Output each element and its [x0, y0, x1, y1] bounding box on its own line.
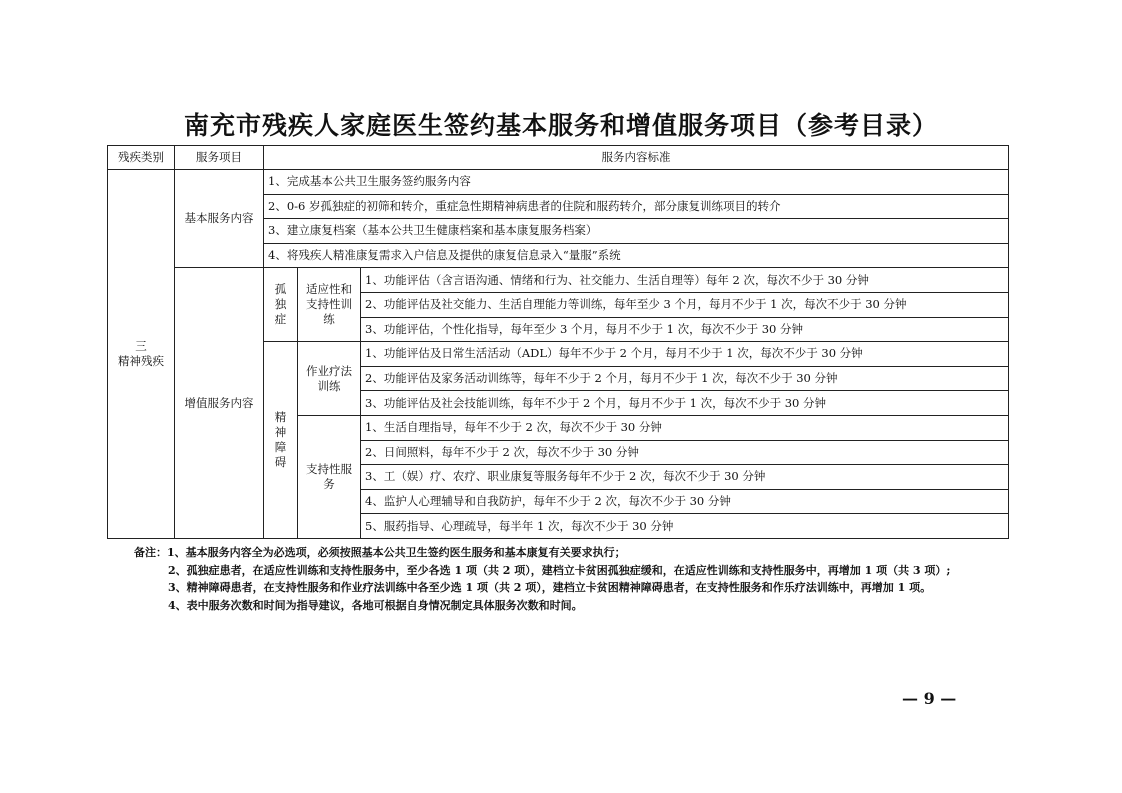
- notes-lead: 备注：: [134, 546, 167, 559]
- basic-service-label: 基本服务内容: [175, 170, 264, 268]
- category-cell: [108, 170, 175, 539]
- label-line: 训练: [317, 378, 341, 393]
- header-service-standard: 服务内容标准: [264, 146, 1009, 170]
- support-item-4: 4、监护人心理辅导和自我防护，每年不少于 2 次，每次不少于 30 分钟: [361, 489, 1009, 514]
- table-row: [108, 268, 1009, 293]
- basic-item-2: 2、0-6 岁孤独症的初筛和转介，重症急性期精神病患者的住院和服药转介，部分康复训练项目的转介: [264, 194, 1009, 219]
- ot-item-1: 1、功能评估及日常生活活动（ADL）每年不少于 2 个月，每月不少于 1 次，每次不少于 30 分钟: [361, 342, 1009, 367]
- note-line: [134, 544, 1014, 562]
- autism-item-3: 3、功能评估，个性化指导，每年至少 3 个月，每月不少于 1 次，每次不少于 30 分钟: [361, 317, 1009, 342]
- note-item-2: 2、孤独症患者，在适应性训练和支持性服务中，至少各选 1 项（共 2 项），建档立卡贫困孤独症缓和，在适应性训练和支持性服务中，再增加 1 项（共 3 项）;: [168, 563, 951, 577]
- ot-item-2: 2、功能评估及家务活动训练等，每年不少于 2 个月，每月不少于 1 次，每次不少于 30 分钟: [361, 366, 1009, 391]
- support-item-3: 3、工（娱）疗、农疗、职业康复等服务每年不少于 2 次，每次不少于 30 分钟: [361, 465, 1009, 490]
- service-table: [107, 145, 1009, 539]
- occupational-therapy-label: [298, 342, 361, 416]
- basic-item-3: 3、建立康复档案（基本公共卫生健康档案和基本康复服务档案）: [264, 219, 1009, 244]
- ot-item-3: 3、功能评估及社会技能训练，每年不少于 2 个月，每月不少于 1 次，每次不少于 30 分钟: [361, 391, 1009, 416]
- support-item-2: 2、日间照料，每年不少于 2 次，每次不少于 30 分钟: [361, 440, 1009, 465]
- basic-item-4: 4、将残疾人精准康复需求入户信息及提供的康复信息录入“量服”系统: [264, 243, 1009, 268]
- basic-item-1: 1、完成基本公共卫生服务签约服务内容: [264, 170, 1009, 195]
- support-item-5: 5、服药指导、心理疏导，每半年 1 次，每次不少于 30 分钟: [361, 514, 1009, 539]
- supportive-service-label: [298, 415, 361, 538]
- mental-label-char: 障: [274, 440, 287, 455]
- mental-label-char: 碍: [274, 455, 287, 470]
- label-line: 适应性和: [306, 282, 352, 297]
- autism-label: [264, 268, 298, 342]
- category-name: 精神残疾: [118, 353, 164, 368]
- autism-item-1: 1、功能评估（含言语沟通、情绪和行为、社交能力、生活自理等）每年 2 次，每次不少于 30 分钟: [361, 268, 1009, 293]
- label-line: 练: [323, 312, 335, 327]
- page-title: 南充市残疾人家庭医生签约基本服务和增值服务项目（参考目录）: [183, 111, 938, 140]
- label-line: 作业疗法: [306, 363, 352, 378]
- label-line: 支持性训: [306, 297, 352, 312]
- header-category: 残疾类别: [108, 146, 175, 170]
- adaptive-training-label: [298, 268, 361, 342]
- autism-item-2: 2、功能评估及社交能力、生活自理能力等训练，每年至少 3 个月，每月不少于 1 次，每次不少于 30 分钟: [361, 292, 1009, 317]
- support-item-1: 1、生活自理指导，每年不少于 2 次，每次不少于 30 分钟: [361, 415, 1009, 440]
- note-item-1: 1、基本服务内容全为必选项，必须按照基本公共卫生签约医生服务和基本康复有关要求执行；: [167, 546, 626, 559]
- mental-label-char: 精: [274, 410, 287, 425]
- category-number: 三: [135, 338, 147, 353]
- notes-section: [134, 544, 1014, 614]
- table-header-row: [108, 146, 1009, 170]
- value-added-service-label: 增值服务内容: [175, 268, 264, 539]
- note-item-4: 4、表中服务次数和时间为指导建议，各地可根据自身情况制定具体服务次数和时间。: [168, 598, 583, 612]
- autism-label-char: 症: [274, 312, 287, 327]
- page-number: — 9 —: [902, 689, 957, 708]
- mental-label-char: 神: [274, 425, 287, 440]
- note-item-3: 3、精神障碍患者，在支持性服务和作业疗法训练中各至少选 1 项（共 2 项），建档立卡贫困精神障碍患者，在支持性服务和作乐疗法训练中，再增加 1 项。: [168, 581, 932, 594]
- autism-label-char: 孤: [274, 282, 287, 297]
- header-service-item: 服务项目: [175, 146, 264, 170]
- label-line: 支持性服: [306, 461, 352, 476]
- label-line: 务: [323, 476, 335, 491]
- autism-label-char: 独: [274, 297, 287, 312]
- table-row: [108, 170, 1009, 195]
- mental-disorder-label: [264, 342, 298, 539]
